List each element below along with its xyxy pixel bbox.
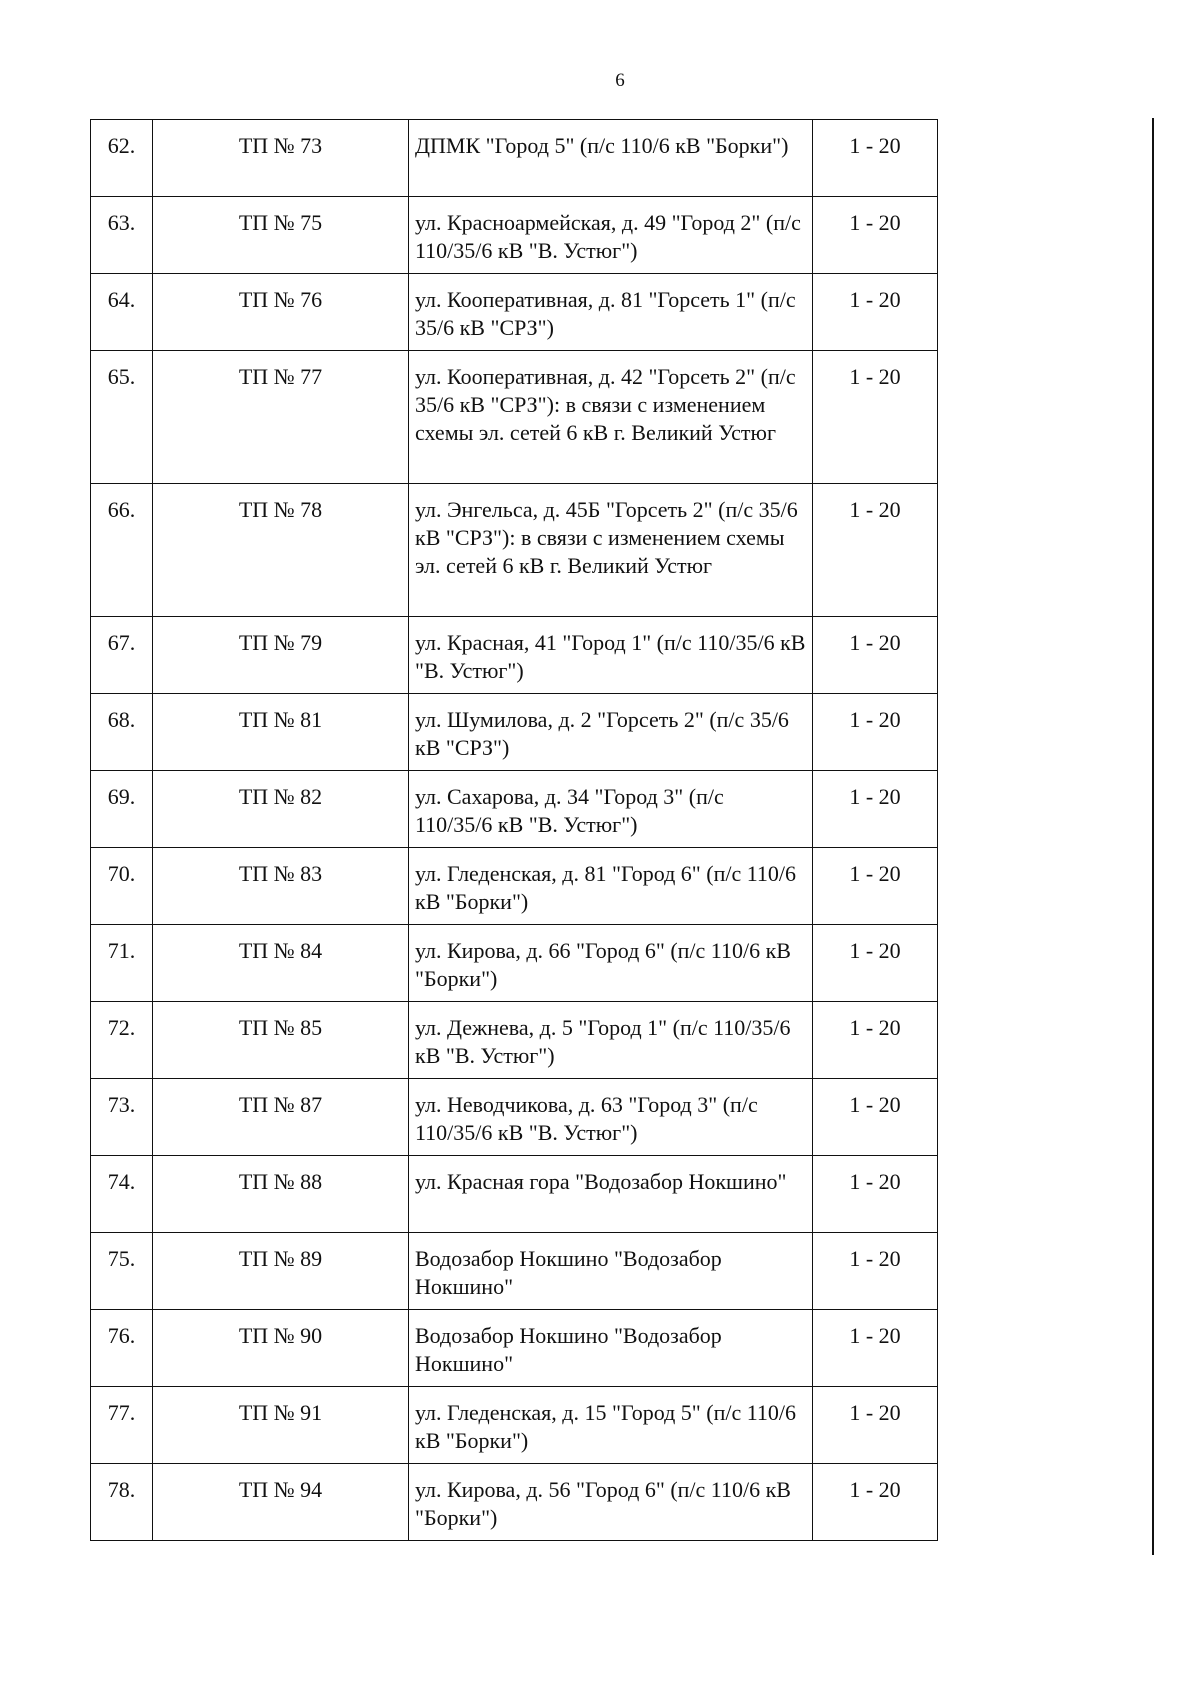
- substation-id: ТП № 94: [153, 1464, 409, 1541]
- substation-id: ТП № 73: [153, 120, 409, 197]
- range-value: 1 - 20: [813, 197, 938, 274]
- range-value: 1 - 20: [813, 484, 938, 617]
- range-value: 1 - 20: [813, 694, 938, 771]
- substation-table: [90, 119, 938, 1541]
- row-number: 67.: [91, 617, 153, 694]
- substation-id: ТП № 85: [153, 1002, 409, 1079]
- substation-id: ТП № 84: [153, 925, 409, 1002]
- row-number: 69.: [91, 771, 153, 848]
- substation-id: ТП № 76: [153, 274, 409, 351]
- table-row: [91, 925, 938, 1002]
- address-cell: ул. Красная гора "Водозабор Нокшино": [409, 1156, 813, 1233]
- range-value: 1 - 20: [813, 1079, 938, 1156]
- row-number: 75.: [91, 1233, 153, 1310]
- address-cell: ул. Неводчикова, д. 63 "Город 3" (п/с 110/35/6 кВ "В. Устюг"): [409, 1079, 813, 1156]
- substation-id: ТП № 79: [153, 617, 409, 694]
- row-number: 74.: [91, 1156, 153, 1233]
- range-value: 1 - 20: [813, 1387, 938, 1464]
- table-row: [91, 694, 938, 771]
- row-number: 70.: [91, 848, 153, 925]
- table-row: [91, 274, 938, 351]
- table-body: [91, 120, 938, 1541]
- address-cell: ул. Дежнева, д. 5 "Город 1" (п/с 110/35/6 кВ "В. Устюг"): [409, 1002, 813, 1079]
- row-number: 78.: [91, 1464, 153, 1541]
- substation-id: ТП № 87: [153, 1079, 409, 1156]
- address-cell: ул. Сахарова, д. 34 "Город 3" (п/с 110/35/6 кВ "В. Устюг"): [409, 771, 813, 848]
- range-value: 1 - 20: [813, 1464, 938, 1541]
- margin-rule: [1152, 118, 1154, 1555]
- row-number: 72.: [91, 1002, 153, 1079]
- table-row: [91, 771, 938, 848]
- table-row: [91, 197, 938, 274]
- substation-id: ТП № 88: [153, 1156, 409, 1233]
- table-row: [91, 484, 938, 617]
- table-row: [91, 1156, 938, 1233]
- substation-id: ТП № 77: [153, 351, 409, 484]
- address-cell: ул. Шумилова, д. 2 "Горсеть 2" (п/с 35/6 кВ "СРЗ"): [409, 694, 813, 771]
- address-cell: ул. Гледенская, д. 81 "Город 6" (п/с 110/6 кВ "Борки"): [409, 848, 813, 925]
- address-cell: ул. Кооперативная, д. 81 "Горсеть 1" (п/с 35/6 кВ "СРЗ"): [409, 274, 813, 351]
- substation-id: ТП № 78: [153, 484, 409, 617]
- address-cell: ул. Энгельса, д. 45Б "Горсеть 2" (п/с 35/6 кВ "СРЗ"): в связи с изменением схемы эл. сетей 6 кВ г. Великий Устюг: [409, 484, 813, 617]
- range-value: 1 - 20: [813, 351, 938, 484]
- address-cell: Водозабор Нокшино "Водозабор Нокшино": [409, 1310, 813, 1387]
- substation-id: ТП № 83: [153, 848, 409, 925]
- substation-id: ТП № 82: [153, 771, 409, 848]
- table-row: [91, 1464, 938, 1541]
- address-cell: ул. Красноармейская, д. 49 "Город 2" (п/с 110/35/6 кВ "В. Устюг"): [409, 197, 813, 274]
- range-value: 1 - 20: [813, 120, 938, 197]
- substation-id: ТП № 90: [153, 1310, 409, 1387]
- address-cell: Водозабор Нокшино "Водозабор Нокшино": [409, 1233, 813, 1310]
- table-row: [91, 1079, 938, 1156]
- range-value: 1 - 20: [813, 1002, 938, 1079]
- substation-id: ТП № 75: [153, 197, 409, 274]
- row-number: 62.: [91, 120, 153, 197]
- range-value: 1 - 20: [813, 1233, 938, 1310]
- substation-id: ТП № 81: [153, 694, 409, 771]
- row-number: 68.: [91, 694, 153, 771]
- address-cell: ул. Гледенская, д. 15 "Город 5" (п/с 110/6 кВ "Борки"): [409, 1387, 813, 1464]
- table-row: [91, 1387, 938, 1464]
- range-value: 1 - 20: [813, 274, 938, 351]
- range-value: 1 - 20: [813, 848, 938, 925]
- row-number: 71.: [91, 925, 153, 1002]
- address-cell: ул. Кооперативная, д. 42 "Горсеть 2" (п/с 35/6 кВ "СРЗ"): в связи с изменением схемы эл. сетей 6 кВ г. Великий Устюг: [409, 351, 813, 484]
- row-number: 76.: [91, 1310, 153, 1387]
- page-number: 6: [615, 70, 625, 91]
- substation-id: ТП № 91: [153, 1387, 409, 1464]
- address-cell: ул. Красная, 41 "Город 1" (п/с 110/35/6 кВ "В. Устюг"): [409, 617, 813, 694]
- table-row: [91, 617, 938, 694]
- address-cell: ДПМК "Город 5" (п/с 110/6 кВ "Борки"): [409, 120, 813, 197]
- table-row: [91, 848, 938, 925]
- row-number: 77.: [91, 1387, 153, 1464]
- table-row: [91, 1233, 938, 1310]
- address-cell: ул. Кирова, д. 56 "Город 6" (п/с 110/6 кВ "Борки"): [409, 1464, 813, 1541]
- range-value: 1 - 20: [813, 925, 938, 1002]
- row-number: 73.: [91, 1079, 153, 1156]
- row-number: 65.: [91, 351, 153, 484]
- row-number: 64.: [91, 274, 153, 351]
- table-row: [91, 1002, 938, 1079]
- row-number: 66.: [91, 484, 153, 617]
- row-number: 63.: [91, 197, 153, 274]
- table-row: [91, 120, 938, 197]
- table-row: [91, 351, 938, 484]
- address-cell: ул. Кирова, д. 66 "Город 6" (п/с 110/6 кВ "Борки"): [409, 925, 813, 1002]
- table-row: [91, 1310, 938, 1387]
- substation-id: ТП № 89: [153, 1233, 409, 1310]
- range-value: 1 - 20: [813, 617, 938, 694]
- range-value: 1 - 20: [813, 1310, 938, 1387]
- range-value: 1 - 20: [813, 1156, 938, 1233]
- range-value: 1 - 20: [813, 771, 938, 848]
